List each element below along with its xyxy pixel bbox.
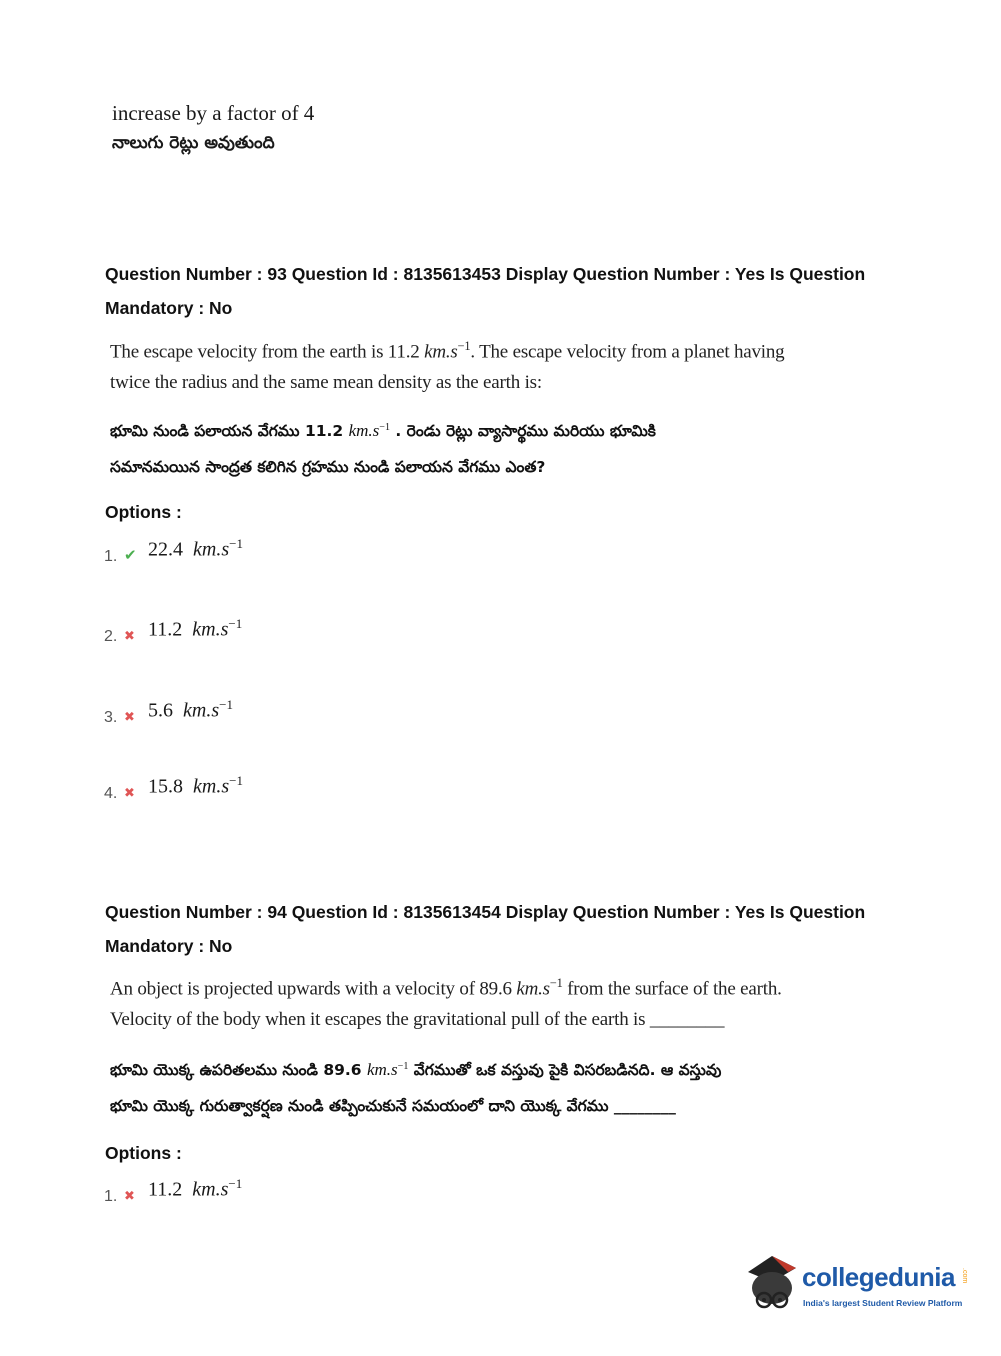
option-value: 11.2 $km.s^{-1}$ bbox=[148, 1176, 243, 1201]
previous-answer-english: increase by a factor of 4 bbox=[112, 101, 315, 125]
mascot-icon bbox=[742, 1250, 802, 1320]
cross-icon: ✖ bbox=[124, 628, 135, 643]
question-header bbox=[105, 257, 935, 325]
cross-icon: ✖ bbox=[124, 785, 135, 800]
question-header bbox=[105, 895, 935, 963]
question-line: సమానమయిన సాంద్రత కలిగిన గ్రహము నుండి పలాయన వేగము ఎంత? bbox=[110, 458, 546, 477]
option-number: 2. bbox=[104, 628, 118, 645]
check-icon: ✔ bbox=[124, 547, 137, 564]
previous-answer-telugu: నాలుగు రెట్లు అవుతుంది bbox=[112, 133, 275, 153]
question-header-mandatory: Mandatory : No bbox=[105, 298, 233, 318]
logo-tagline: India's largest Student Review Platform bbox=[803, 1298, 963, 1308]
cross-icon: ✖ bbox=[124, 709, 135, 724]
question-text-english bbox=[110, 968, 870, 1035]
question-text-telugu bbox=[110, 410, 830, 485]
question-header-mandatory: Mandatory : No bbox=[105, 936, 233, 956]
question-line: An object is projected upwards with a velocity of 89.6 $km.s^{-1}$ from the surface of the earth. bbox=[110, 976, 782, 1000]
collegedunia-logo[interactable] bbox=[742, 1250, 972, 1320]
option-number: 1. bbox=[104, 548, 118, 565]
question-header-line: Question Number : 93 Question Id : 8135613453 Display Question Number : Yes Is Question bbox=[105, 264, 866, 284]
question-line: భూమి యొక్క ఉపరితలము నుండి 89.6 $km.s^{-1}$ వేగముతో ఒక వస్తువు పైకి విసరబడినది. ఆ వస్తువు bbox=[110, 1060, 722, 1080]
previous-answer bbox=[112, 98, 314, 158]
options-label: Options : bbox=[105, 502, 182, 522]
option-number: 3. bbox=[104, 709, 118, 726]
cross-icon: ✖ bbox=[124, 1188, 135, 1203]
option-value: 11.2 $km.s^{-1}$ bbox=[148, 616, 243, 641]
question-header-line: Question Number : 94 Question Id : 8135613454 Display Question Number : Yes Is Question bbox=[105, 902, 866, 922]
logo-suffix: .com bbox=[961, 1268, 968, 1284]
question-line: The escape velocity from the earth is 11.2 $km.s^{-1}$. The escape velocity from a planet having bbox=[110, 339, 785, 363]
question-line: Velocity of the body when it escapes the gravitational pull of the earth is ________ bbox=[110, 1009, 725, 1031]
question-text-english bbox=[110, 331, 810, 398]
options-label: Options : bbox=[105, 1143, 182, 1163]
logo-name: collegedunia bbox=[802, 1262, 955, 1292]
option-number: 4. bbox=[104, 785, 118, 802]
option-value: 15.8 $km.s^{-1}$ bbox=[148, 773, 243, 798]
question-text-telugu bbox=[110, 1049, 890, 1124]
question-line: twice the radius and the same mean density as the earth is: bbox=[110, 372, 542, 394]
option-value: 22.4 $km.s^{-1}$ bbox=[148, 536, 243, 561]
option-value: 5.6 $km.s^{-1}$ bbox=[148, 697, 233, 722]
question-line: భూమి నుండి పలాయన వేగము 11.2 $km.s^{-1}$ . రెండు రెట్లు వ్యాసార్థము మరియు భూమికి bbox=[110, 421, 656, 441]
option-number: 1. bbox=[104, 1188, 118, 1205]
question-line: భూమి యొక్క గురుత్వాకర్షణ నుండి తప్పించుకునే సమయంలో దాని యొక్క వేగము ________ bbox=[110, 1097, 676, 1116]
